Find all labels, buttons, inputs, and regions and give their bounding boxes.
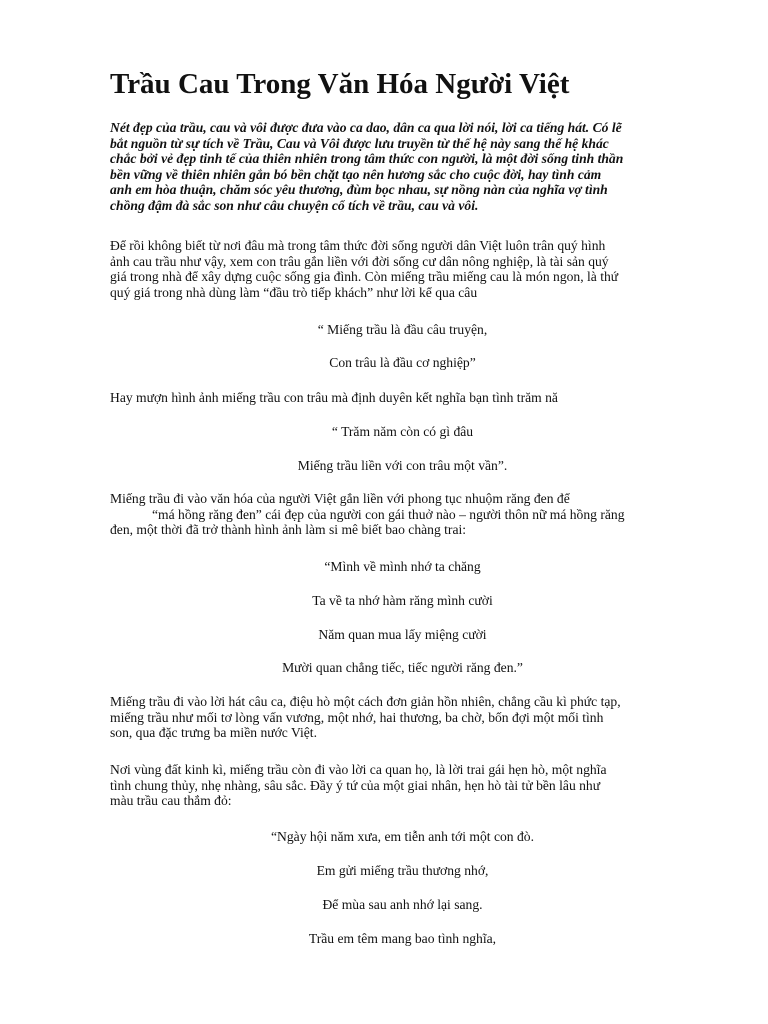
paragraph-line: son, qua đặc trưng ba miền nước Việt.: [110, 725, 317, 741]
body-paragraph-4: [110, 694, 695, 741]
verse-line: Mười quan chẳng tiếc, tiếc người răng đen.”: [282, 660, 523, 675]
verse-line: “ Miếng trầu là đầu câu truyện,: [317, 322, 488, 337]
verse-line: Trầu em têm mang bao tình nghĩa,: [308, 931, 497, 946]
intro-paragraph: [110, 120, 690, 214]
paragraph-line: Hay mượn hình ảnh miếng trầu con trâu mà định duyên kết nghĩa bạn tình trăm nă: [110, 390, 558, 405]
verse-line: Năm quan mua lấy miệng cười: [318, 627, 487, 642]
body-paragraph-2: [110, 390, 695, 406]
paragraph-line: Miếng trầu đi vào văn hóa của người Việt gắn liền với phong tục nhuộm răng đen để: [110, 491, 570, 506]
paragraph-line: đen, một thời đã trở thành hình ảnh làm si mê biết bao chàng trai:: [110, 522, 467, 538]
verse-line: Miếng trầu liền với con trâu một vần”.: [297, 458, 508, 473]
verse-line: Ta về ta nhớ hàm răng mình cười: [312, 593, 493, 608]
paragraph-line: “má hồng răng đen” cái đẹp của người con gái thuở nào – người thôn nữ má hồng răng: [152, 506, 625, 522]
paragraph-line: Miếng trầu đi vào lời hát câu ca, điệu hò một cách đơn giản hồn nhiên, chẳng cầu kì phức tạp,: [110, 694, 621, 709]
verse-line: Em gửi miếng trầu thương nhớ,: [316, 863, 489, 878]
paragraph-line: giá trong nhà để xây dựng cuộc sống gia đình. Còn miếng trầu miếng cau là món ngon, là thứ: [110, 269, 619, 285]
intro-line: Nét đẹp của trầu, cau và vôi được đưa vào ca dao, dân ca qua lời nói, lời ca tiếng hát. Có lẽ: [110, 120, 622, 135]
paragraph-line: ảnh cau trầu như vậy, xem con trâu gắn liền với đời sống cư dân nông nghiệp, là tài sản quý: [110, 253, 609, 269]
intro-line: bền vững về thiên nhiên gắn bó bền chặt tạo nên hương sắc cho cuộc đời, hay tình cảm: [110, 166, 602, 182]
body-paragraph-1: [110, 238, 695, 300]
document-title: Trầu Cau Trong Văn Hóa Người Việt: [110, 68, 570, 100]
verse-line: Để mùa sau anh nhớ lại sang.: [322, 897, 483, 912]
verse-line: “Mình về mình nhớ ta chăng: [324, 559, 481, 574]
verse-line: “Ngày hội năm xưa, em tiễn anh tới một con đò.: [271, 829, 534, 844]
verse-line: “ Trăm năm còn có gì đâu: [331, 424, 474, 439]
verse-line: Con trâu là đầu cơ nghiệp”: [329, 355, 476, 370]
body-paragraph-5: [110, 762, 695, 809]
intro-line: bắt nguồn từ sự tích về Trầu, Cau và Vôi được lưu truyền từ thế hệ này sang thế hệ khác: [110, 135, 609, 151]
intro-line: anh em hòa thuận, chăm sóc yêu thương, đùm bọc nhau, sự nồng nàn của nghĩa vợ tình: [110, 182, 608, 198]
paragraph-line: màu trầu cau thắm đỏ:: [110, 793, 232, 809]
paragraph-line: quý giá trong nhà dùng làm “đầu trò tiếp khách” như lời kể qua câu: [110, 284, 478, 300]
paragraph-line: tình chung thủy, nhẹ nhàng, sâu sắc. Đầy ý tứ của một giai nhân, hẹn hò tài tử bền lâu như: [110, 777, 601, 793]
body-paragraph-3: [110, 491, 695, 538]
paragraph-line: Để rồi không biết từ nơi đâu mà trong tâm thức đời sống người dân Việt luôn trân quý hình: [110, 238, 606, 253]
intro-line: chồng đậm đà sắc son như câu chuyện cổ tích về trầu, cau và vôi.: [110, 197, 479, 213]
paragraph-line: Nơi vùng đất kinh kì, miếng trầu còn đi vào lời ca quan họ, là lời trai gái hẹn hò, một nghĩa: [110, 762, 607, 777]
intro-line: chắc bởi vẻ đẹp tinh tế của thiên nhiên trong tâm thức con người, là một đời sống tinh thần: [110, 151, 624, 167]
paragraph-line: miếng trầu như mối tơ lòng vấn vương, một nhớ, hai thương, ba chờ, bốn đợi một mối tình: [110, 709, 604, 725]
